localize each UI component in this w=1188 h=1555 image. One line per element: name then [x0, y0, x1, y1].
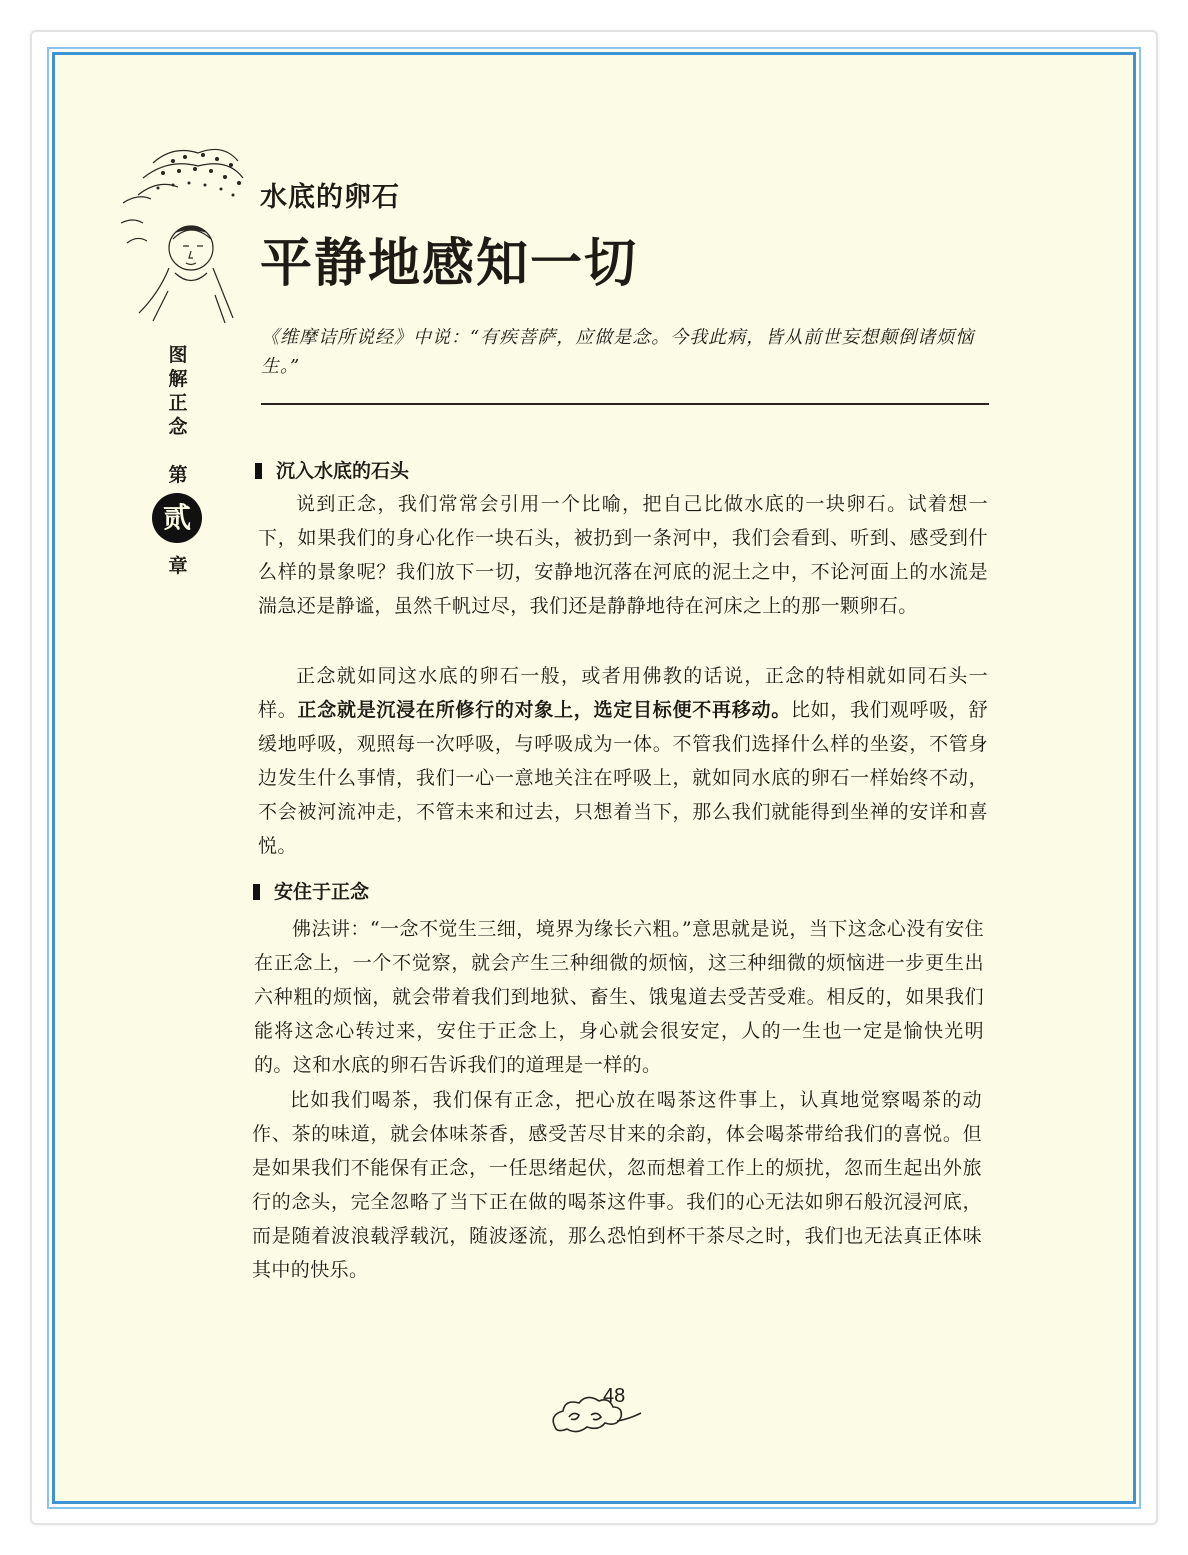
body-paragraph: 说到正念，我们常常会引用一个比喻，把自己比做水底的一块卵石。试着想一下，如果我们的身心化作一块石头，被扔到一条河中，我们会看到、听到、感受到什么样的景象呢？我们放下一切，安静地沉落在河底的泥土之中，不论河面上的水流是湍急还是静谧，虽然千帆过尽，我们还是静静地待在河床之上的那一颗卵石。: [258, 493, 988, 617]
cloud-ornament-icon: [547, 1379, 647, 1439]
section-subtitle: 水底的卵石: [260, 182, 400, 213]
chapter-suffix: 章: [168, 555, 188, 577]
section-heading-text: 安住于正念: [274, 881, 370, 903]
section-heading-text: 沉入水底的石头: [276, 460, 410, 482]
chapter-number-badge: 贰: [152, 493, 202, 543]
emphasis-text: 正念就是沉浸在所修行的对象上，选定目标便不再移动。: [297, 699, 791, 721]
epigraph-quote: 《维摩诘所说经》中说：“有疾菩萨，应做是念。今我此病，皆从前世妄想颠倒诸烦恼生。”: [261, 327, 975, 377]
body-paragraph: 比如我们喝茶，我们保有正念，把心放在喝茶这件事上，认真地觉察喝茶的动作、茶的味道，就会体味茶香，感受苦尽甘来的余韵，体会喝茶带给我们的喜悦。但是如果我们不能保有正念，一任思绪起伏，忽而想着工作上的烦扰，忽而生起出外旅行的念头，完全忽略了当下正在做的喝茶这件事。我们的心无法如卵石般沉浸河底，而是随着波浪载浮载沉，随波逐流，那么恐怕到杯干茶尽之时，我们也无法真正体味其中的快乐。: [252, 1089, 982, 1281]
divider-rule: [261, 403, 989, 405]
body-paragraph: 佛法讲：“一念不觉生三细，境界为缘长六粗。”意思就是说，当下这念心没有安住在正念上，一个不觉察，就会产生三种细微的烦恼，这三种细微的烦恼进一步更生出六种粗的烦恼，就会带着我们到地狱、畜生、饿鬼道去受苦受难。相反的，如果我们能将这念心转过来，安住于正念上，身心就会很安定，人的一生也一定是愉快光明的。这和水底的卵石告诉我们的道理是一样的。: [254, 918, 984, 1076]
page-number: 48: [603, 1385, 626, 1407]
heading-marker: [255, 463, 262, 479]
book-page: [52, 52, 1136, 1504]
heading-marker: [253, 884, 260, 900]
body-paragraph: [258, 659, 988, 863]
series-label: 图解正念: [168, 344, 188, 438]
paragraph-text: 比如，我们观呼吸，舒缓地呼吸，观照每一次呼吸，与呼吸成为一体。不管我们选择什么样的坐姿，不管身边发生什么事情，我们一心一意地关注在呼吸上，就如同水底的卵石一样始终不动，不会被河流冲走，不管未来和过去，只想着当下，那么我们就能得到坐禅的安详和喜悦。: [258, 699, 988, 857]
scholar-portrait-illustration: [113, 143, 253, 333]
section-heading: [255, 456, 409, 483]
page-title: 平静地感知一切: [260, 233, 639, 294]
chapter-prefix: 第: [168, 464, 188, 486]
paragraph-text: 正念就如同这水底的卵石一般，或者用佛教的话说，正念的特相就如同石头一样。: [258, 665, 988, 721]
section-heading: [253, 877, 369, 904]
